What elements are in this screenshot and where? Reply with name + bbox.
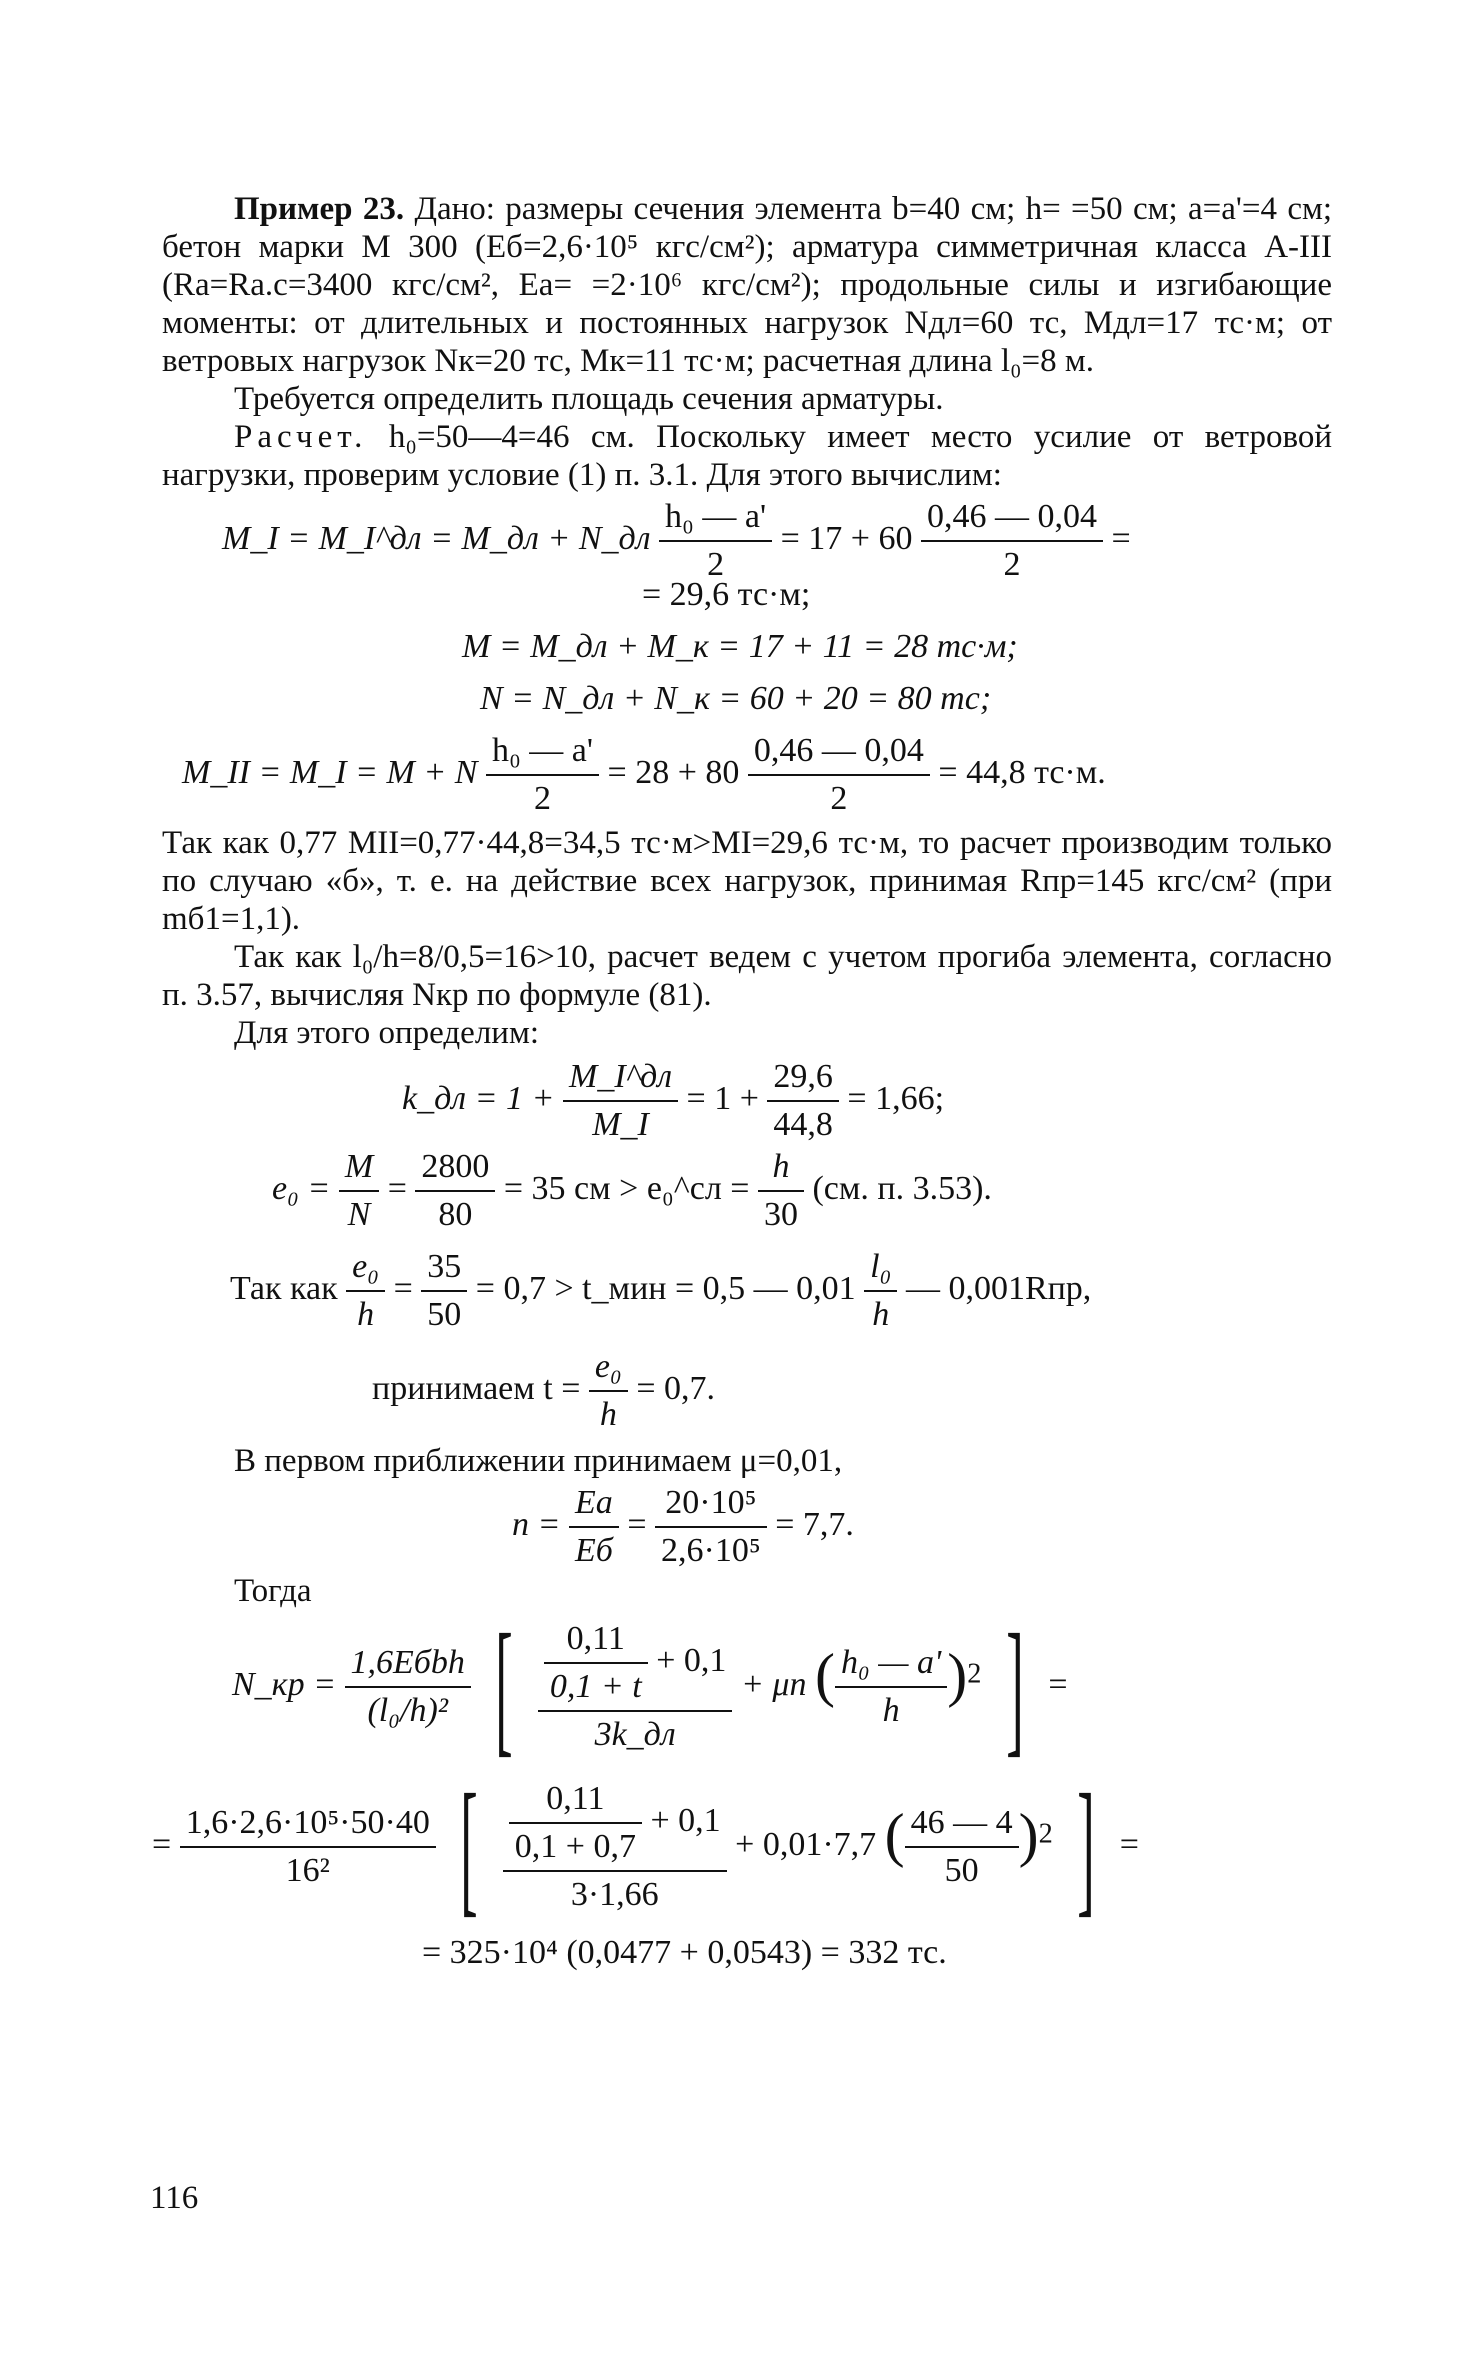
equation-m1 <box>162 494 1332 583</box>
example-given: Дано: размеры сечения элемента b=40 см; h= =50 см; a=a'=4 см; бетон марки М 300 (Eб=2,6·10⁵ кгс/см²); арматура симметричная класса А-III (Ra=Ra.c=3400 кгс/см², Ea= =2·10⁶ кгс/см²); продольные силы и изгибающие моменты: от длительных и постоянных нагрузок Nдл=60 тс, Mдл=17 тс·м; от ветровых нагрузок Nк=20 тс, Mк=11 тс·м; расчетная длина l₀=8 м. <box>162 191 1333 379</box>
equation-n-ratio: n = $\frac{Ea}{Eб}$ = $\frac{\text{20·10⁵}}{\text{2,6·10⁵}}$ = 7,7. <box>512 1484 854 1569</box>
equation-e0: e₀ = $\frac{M}{N}$ = $\frac{2800}{80}$ = 35 см > e₀^сл = $\frac{h}{30}$ (см. п. 3.53). <box>272 1148 992 1233</box>
equation-m1-result: = 29,6 тс·м; <box>642 576 811 613</box>
eq-m1-mid: = 17 + 60 <box>780 519 913 557</box>
eq-m2-lhs: M_II = M_I = M + N <box>182 753 478 791</box>
equation-t: Так как $\frac{\text{e₀}}{h}$ = $\frac{35}{50}$ = 0,7 > t_мин = 0,5 — 0,01 $\frac{\text{l₀}}{h}$ — 0,001Rпр, <box>230 1248 1092 1333</box>
define-paragraph: Для этого определим: <box>234 1015 540 1051</box>
example-paragraph <box>162 190 1332 380</box>
eq-m1-frac2: $\frac{0,46 — 0,04}{2}$ <box>921 498 1103 584</box>
first-approx-paragraph: В первом приближении принимаем μ=0,01, <box>234 1443 843 1479</box>
equation-ncr-numeric: = $\frac{\text{1,6·2,6·10⁵·50·40}}{\text{16²}}$ [ $\frac{0,11}{0,1 + 0,7}$ + 0,1 3·1,66 + 0,01·7,7 ( $\frac{46 — 4}{50}$ )$^2$ ] = <box>152 1764 1139 1930</box>
equation-final: = 325·10⁴ (0,0477 + 0,0543) = 332 тс. <box>422 1934 947 1971</box>
then-paragraph: Тогда <box>234 1573 312 1609</box>
eq-m2-frac2: $\frac{0,46 — 0,04}{2}$ <box>748 732 930 818</box>
task-paragraph: Требуется определить площадь сечения арматуры. <box>234 381 944 417</box>
calc-label: Расчет. <box>234 419 368 455</box>
equation-n: N = N_дл + N_к = 60 + 20 = 80 тс; <box>480 680 992 717</box>
page-content <box>152 190 1333 1986</box>
calc-paragraph <box>162 418 1332 494</box>
equation-accept: принимаем t = $\frac{\text{e₀}}{h}$ = 0,7. <box>372 1348 715 1433</box>
equation-m: M = M_дл + M_к = 17 + 11 = 28 тс·м; <box>462 628 1018 665</box>
equation-ncr: N_кр = $\frac{\text{1,6Eбbh}}{\text{(l₀/h)²}}$ [ $\frac{0,11}{0,1 + t}$ + 0,1 3k_дл + μn ( $\frac{\text{h₀ — a'}}{h}$ )$^2$ ] = <box>232 1604 1068 1770</box>
equation-m2: M_II = M_I = M + N $\frac{\text{h₀ — a'}}{2}$ = 28 + 80 $\frac{0,46 — 0,04}{2}$ = 44,8 тс·м. <box>182 732 1106 817</box>
eq-m1-frac: $\frac{\text{h₀ — a'}}{2}$ <box>659 498 772 584</box>
eq-m1-lhs: M_I = M_I^дл = M_дл + N_дл <box>222 519 651 557</box>
lh-paragraph: Так как l₀/h=8/0,5=16>10, расчет ведем с учетом прогиба элемента, согласно п. 3.57, вычисляя Nкр по формуле (81). <box>162 939 1332 1013</box>
calc-intro: h₀=50—4=46 см. Поскольку имеет место усилие от ветровой нагрузки, проверим условие (1) п. 3.1. Для этого вычислим: <box>162 419 1333 493</box>
example-title: Пример 23. <box>234 191 405 227</box>
eq-m2-frac: $\frac{\text{h₀ — a'}}{2}$ <box>486 732 599 818</box>
page-number: 116 <box>150 2180 199 2216</box>
equation-k: k_дл = 1 + $\frac{M\_I\^{}дл}{M\_I}$ = 1 + $\frac{29,6}{44,8}$ = 1,66; <box>402 1058 945 1143</box>
eq-m1-end: = <box>1111 519 1131 557</box>
since-paragraph: Так как 0,77 MII=0,77·44,8=34,5 тс·м>MI=29,6 тс·м, то расчет производим только по случаю «б», т. е. на действие всех нагрузок, принимая Rпр=145 кгс/см² (при mб1=1,1). <box>162 825 1332 937</box>
